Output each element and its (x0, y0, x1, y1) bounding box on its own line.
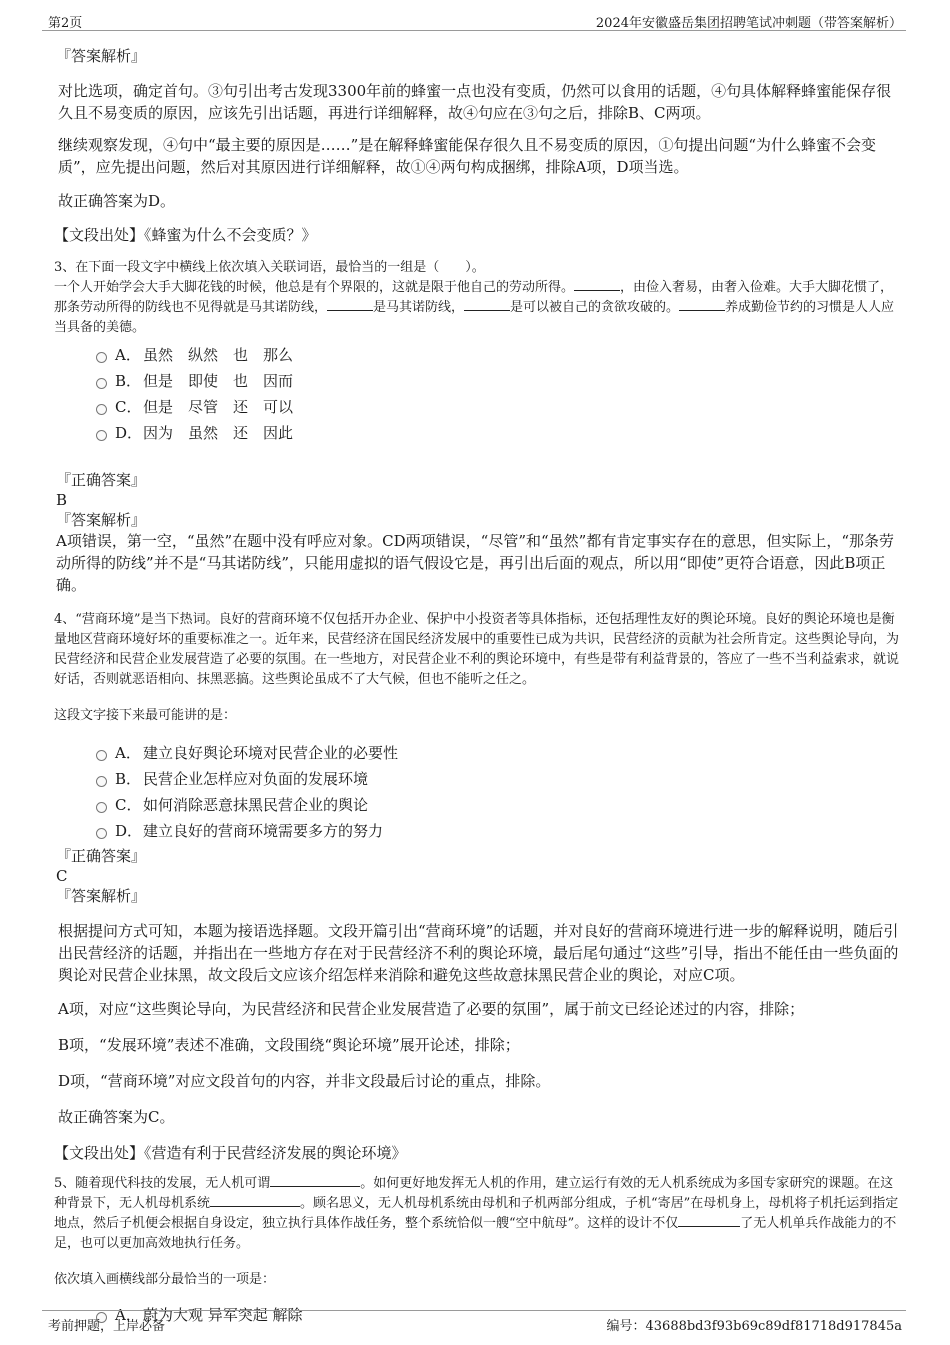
document-body (52, 46, 900, 1328)
blank-line (270, 1174, 360, 1187)
q4-analysis-a: A项，对应“这些舆论导向，为民营经济和民营企业发展营造了必要的氛围”，属于前文已经论述过的内容，排除； (58, 1000, 805, 1018)
document-title: 2024年安徽盛岳集团招聘笔试冲刺题（带答案解析） (595, 16, 902, 31)
q5-option-a[interactable]: A． 蔚为大观 异军突起 解除 (96, 1302, 900, 1328)
footer-slogan: 考前押题，上岸必备 (48, 1319, 166, 1334)
q3-analysis: A项错误，第一空，“虽然”在题中没有呼应对象。CD两项错误，“尽管”和“虽然”都有肯定事实存在的意思，但实际上，“那条劳动所得的防线”并不是“马其诺防线”，只能用虚拟的语气假设它是，再引出后面的观点，所以用“即使”更符合语意，因此B项正确。 (56, 532, 895, 594)
q5-stem-part: 。如何更好地发挥无人机的作用，建立运行有效的无人机系统成为多国专家研究的课题。在这种背景下，无人机母机系统 (54, 1176, 894, 1211)
q4-option-c[interactable]: C． 如何消除恶意抹黑民营企业的舆论 (96, 792, 900, 818)
radio-icon[interactable] (96, 378, 107, 389)
q5-stem (54, 1174, 900, 1254)
radio-icon[interactable] (96, 430, 107, 441)
q4-options (96, 740, 900, 844)
page-header (42, 10, 906, 31)
blank-line (210, 1194, 300, 1207)
correct-answer-label: 『正确答案』 (56, 847, 147, 865)
q5-stem-part: 了无人机单兵作战能力的不足，也可以更加高效地执行任务。 (54, 1216, 897, 1251)
q5-stem-part: 5、随着现代科技的发展，无人机可谓 (54, 1176, 271, 1191)
q3-option-c[interactable]: C． 但是 尽管 还 可以 (96, 394, 900, 420)
q2-analysis-paragraph-1: 对比选项，确定首句。③句引出考古发现3300年前的蜂蜜一点也没有变质，仍然可以食用的话题，④句具体解释蜂蜜能保存很久且不易变质的原因，应该先引出话题，再进行详细解释，故④句应在③句之后，排除B、C两项。 (58, 82, 892, 122)
q3-passage-part: ，由俭入奢易，由奢入俭难。大手大脚花惯了，那条劳动所得的防线也不见得就是马其诺防线， (54, 280, 894, 315)
analysis-label: 『答案解析』 (56, 47, 147, 65)
q4-option-d[interactable]: D．建立良好的营商环境需要多方的努力 (96, 818, 900, 844)
q2-conclusion: 故正确答案为D。 (58, 192, 176, 210)
blank-line (464, 298, 510, 311)
q2-analysis-paragraph-2: 继续观察发现，④句中“最主要的原因是……”是在解释蜂蜜能保存很久且不易变质的原因，①句提出问题“为什么蜂蜜不会变质”，应先提出问题，然后对其原因进行详细解释，故①④两句构成捆绑，排除A项，D项当选。 (58, 136, 877, 176)
q3-option-b[interactable]: B． 但是 即使 也 因而 (96, 368, 900, 394)
q3-stem: 3、在下面一段文字中横线上依次填入关联词语，最恰当的一组是（ ）。 (54, 260, 485, 275)
radio-icon[interactable] (96, 776, 107, 787)
q5-question: 依次填入画横线部分最恰当的一项是： (54, 1272, 276, 1287)
q4-conclusion: 故正确答案为C。 (58, 1108, 175, 1126)
radio-icon[interactable] (96, 352, 107, 363)
radio-icon[interactable] (96, 750, 107, 761)
q3-passage-part: 是可以被自己的贪欲攻破的。 (510, 300, 680, 315)
q4-analysis-d: D项，“营商环境”对应文段首句的内容，并非文段最后讨论的重点，排除。 (58, 1072, 551, 1090)
q3-options (96, 342, 900, 446)
q4-option-a[interactable]: A． 建立良好舆论环境对民营企业的必要性 (96, 740, 900, 766)
q3-passage-part: 是马其诺防线， (373, 300, 465, 315)
q3-passage-part: 养成勤俭节约的习惯是人人应当具备的美德。 (54, 300, 895, 335)
q2-source: 【文段出处】《蜂蜜为什么不会变质？》 (54, 226, 317, 244)
q4-question: 这段文字接下来最可能讲的是： (54, 708, 237, 723)
radio-icon[interactable] (96, 404, 107, 415)
q3-option-d[interactable]: D．因为 虽然 还 因此 (96, 420, 900, 446)
analysis-label: 『答案解析』 (56, 511, 147, 529)
analysis-label: 『答案解析』 (56, 887, 147, 905)
blank-line (679, 298, 725, 311)
q4-source: 【文段出处】《营造有利于民营经济发展的舆论环境》 (54, 1144, 407, 1162)
radio-icon[interactable] (96, 828, 107, 839)
blank-line (574, 278, 620, 291)
blank-line (678, 1214, 740, 1227)
correct-answer-label: 『正确答案』 (56, 471, 147, 489)
q4-analysis-b: B项，“发展环境”表述不准确，文段围绕“舆论环境”展开论述，排除； (58, 1036, 520, 1054)
q5-stem-part: 。顾名思义，无人机母机系统由母机和子机两部分组成，子机“寄居”在母机身上，母机将子机托运到指定地点，然后子机便会根据自身设定，独立执行具体作战任务，整个系统恰似一艘“空中航母”。这样的设计不仅 (54, 1196, 899, 1231)
page-footer (42, 1310, 906, 1333)
q4-stem: 4、“营商环境”是当下热词。良好的营商环境不仅包括开办企业、保护中小投资者等具体指标，还包括理性友好的舆论环境。良好的舆论环境也是衡量地区营商环境好坏的重要标准之一。近年来，民营经济在国民经济发展中的重要性已成为共识，民营经济的贡献为社会所肯定。这些舆论导向，为民营经济和民营企业发展营造了必要的氛围。在一些地方，对民营企业不利的舆论环境中，有些是带有利益背景的，答应了一些不当利益索求，就说好话，否则就恶语相向、抹黑恶搞。这些舆论虽成不了大气候，但也不能听之任之。 (54, 612, 900, 687)
q3-passage-part: 一个人开始学会大手大脚花钱的时候，他总是有个界限的，这就是限于他自己的劳动所得。 (54, 280, 575, 295)
radio-icon[interactable] (96, 802, 107, 813)
q3-answer: B (56, 491, 68, 509)
q3-option-a[interactable]: A． 虽然 纵然 也 那么 (96, 342, 900, 368)
q4-option-b[interactable]: B． 民营企业怎样应对负面的发展环境 (96, 766, 900, 792)
q4-analysis-paragraph-1: 根据提问方式可知，本题为接语选择题。文段开篇引出“营商环境”的话题，并对良好的营商环境进行进一步的解释说明，随后引出民营经济的话题，并指出在一些地方存在对于民营经济不利的舆论环境，最后尾句通过“这些”引导，指出不能任由一些负面的舆论对民营企业抹黑，故文段后文应该介绍怎样来消除和避免这些故意抹黑民营企业的舆论，对应C项。 (58, 922, 899, 984)
page-number: 第2页 (48, 16, 83, 31)
q3-passage (54, 278, 900, 338)
blank-line (327, 298, 373, 311)
q4-answer: C (56, 867, 68, 885)
document-code: 编号：43688bd3f93b69c89df81718d917845a (606, 1319, 902, 1334)
